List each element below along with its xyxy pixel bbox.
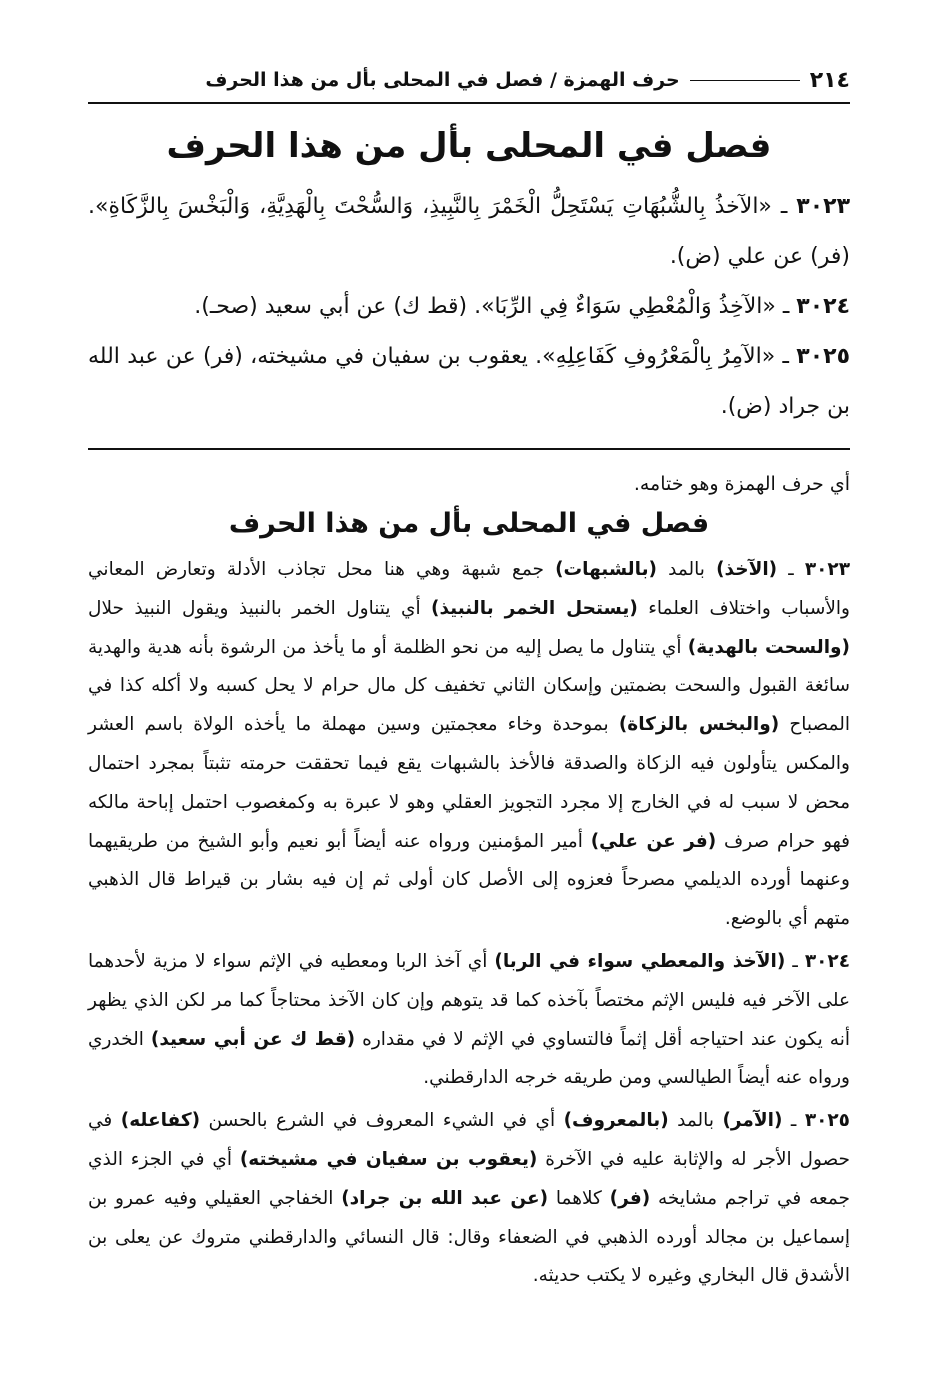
matn-section-title: فصل في المحلى بأل من هذا الحرف [166, 126, 772, 166]
quoted-term: (الآمر) [722, 1110, 783, 1132]
sharh-entry-3024 [88, 943, 850, 1098]
text-segment: ـ [785, 950, 805, 972]
text-segment: أي في الجزء الذي جمعه في تراجم مشايخه [88, 1148, 850, 1209]
page-number: ٢١٤ [809, 67, 850, 93]
text-segment: ـ [782, 1110, 805, 1132]
quoted-term: (عن عبد الله بن جراد) [341, 1187, 549, 1209]
quoted-term: (بالشبهات) [555, 559, 657, 580]
matn-entry-3024 [88, 282, 850, 332]
text-segment: في حصول الأجر له والإثابة عليه في الآخرة [88, 1110, 850, 1170]
entry-text: ـ «الآخِذُ وَالْمُعْطِي سَوَاءٌ فِي الرِّبَا». (قط ك) عن أبي سعيد (صحـ). [194, 294, 797, 319]
text-segment: أي يتناول ما يصل إليه من نحو الظلمة أو ما يأخذ من الرشوة بأنه هدية والهدية سائغة القبول والسحت بضمتين وإسكان الثاني تخفيف كل مال حرام لا يحل كسبه ولا أكله كذا في المصباح [88, 636, 850, 736]
entry-number: ٣٠٢٥ [804, 1110, 850, 1132]
entry-text: ـ «الآخذُ بِالشُّبُهَاتِ يَسْتَحِلُّ الْخَمْرَ بِالنَّبِيذِ، وَالسُّحْتَ بِالْهَدِيَّةِ، وَالْبَخْسَ بِالزَّكَاةِ». (فر) عن علي (ض). [88, 194, 850, 269]
entry-number: ٣٠٢٤ [804, 950, 850, 972]
matn-entry-3025 [88, 332, 850, 432]
quoted-term: (قط ك عن أبي سعيد) [150, 1028, 356, 1050]
entry-number: ٣٠٢٣ [804, 559, 851, 580]
text-segment: بالمد [656, 559, 717, 580]
text-segment: الخفاجي العقيلي وفيه عمرو بن إسماعيل بن مجالد أورده الذهبي في الضعفاء وقال: قال النسائي والدارقطني متروك عن يعلى بن الأشدق قال البخاري وغيره لا يكتب حديثه. [88, 1187, 850, 1287]
quoted-term: (فر) [609, 1187, 651, 1209]
text-segment: أمير المؤمنين ورواه عنه أيضاً أبو نعيم وأبو الشيخ من طريقيهما وعنهما أورده الديلمي مصرحاً فعزوه إلى الأصل كان أولى ثم إن فيه بشار بن قيراط قال الذهبي متهم أي بالوضع. [88, 830, 850, 930]
quoted-term: (الآخذ والمعطي سواء في الربا) [494, 950, 786, 972]
running-header [88, 60, 850, 104]
header-rule [690, 80, 800, 81]
quoted-term: (والبخس بالزكاة) [618, 714, 780, 736]
quoted-term: (بالمعروف) [563, 1110, 669, 1132]
entry-number: ٣٠٢٤ [796, 294, 850, 319]
text-segment: أي يتناول الخمر بالنبيذ ويقول النبيذ حلال [88, 597, 432, 619]
text-segment: جمع شبهة وهي هنا محل تجاذب الأدلة وتعارض المعاني والأسباب واختلاف العلماء [88, 559, 850, 619]
text-segment: أي في الشيء المعروف في الشرع بالحسن [200, 1110, 564, 1132]
text-segment: بالمد [668, 1110, 723, 1132]
quoted-term: (يستحل الخمر بالنبيذ) [431, 597, 638, 619]
quoted-term: (والسحت بالهدية) [687, 636, 850, 658]
entry-text: ـ «الآمِرُ بِالْمَعْرُوفِ كَفَاعِلِهِ». يعقوب بن سفيان في مشيخته، (فر) عن عبد الله بن جراد (ض). [88, 344, 850, 419]
quoted-term: (فر عن علي) [590, 830, 717, 852]
sharh-entry-3023 [88, 551, 850, 939]
text-segment: بموحدة وخاء معجمتين وسين مهملة ما يأخذه الولاة باسم العشر والمكس يتأولون فيه الزكاة والصدقة فالأخذ بالشبهات يقع فيما تحققت حرمته تثبتاً بمجرد احتمال محض لا سبب له في الخارج إلا مجرد التجويز العقلي وهو لا عبرة به وكمغصوب احتمل إباحة مالكه فهو حرام صرف [88, 714, 850, 852]
sharh-intro: أي حرف الهمزة وهو ختامه. [633, 473, 850, 495]
text-segment: كلاهما [548, 1187, 610, 1209]
header-title: حرف الهمزة / فصل في المحلى بأل من هذا الحرف [205, 69, 680, 91]
section-divider [88, 448, 850, 450]
quoted-term: (يعقوب بن سفيان في مشيخته) [239, 1148, 538, 1170]
entry-number: ٣٠٢٣ [796, 194, 850, 219]
quoted-term: (كفاعله) [120, 1110, 201, 1132]
text-segment: أي آخذ الربا ومعطيه في الإثم سواء لا مزية لأحدهما على الآخر فيه فليس الإثم مختصاً بآخذه كما قد يتوهم وإن كان الآخذ محتاجاً كما مر لكن الذي يظهر أنه يكون عند احتياجه أقل إثماً فالتساوي في الإثم لا في مقداره [88, 950, 851, 1050]
sharh-section-title: فصل في المحلى بأل من هذا الحرف [228, 508, 710, 539]
matn-entry-3023 [88, 182, 850, 282]
entry-number: ٣٠٢٥ [796, 344, 850, 369]
text-segment: الخدري ورواه عنه أيضاً الطيالسي ومن طريقه خرجه الدارقطني. [88, 1028, 850, 1089]
quoted-term: (الآخذ) [716, 559, 778, 580]
text-segment: ـ [777, 559, 805, 580]
sharh-entry-3025 [88, 1102, 850, 1296]
book-page [88, 60, 850, 1320]
